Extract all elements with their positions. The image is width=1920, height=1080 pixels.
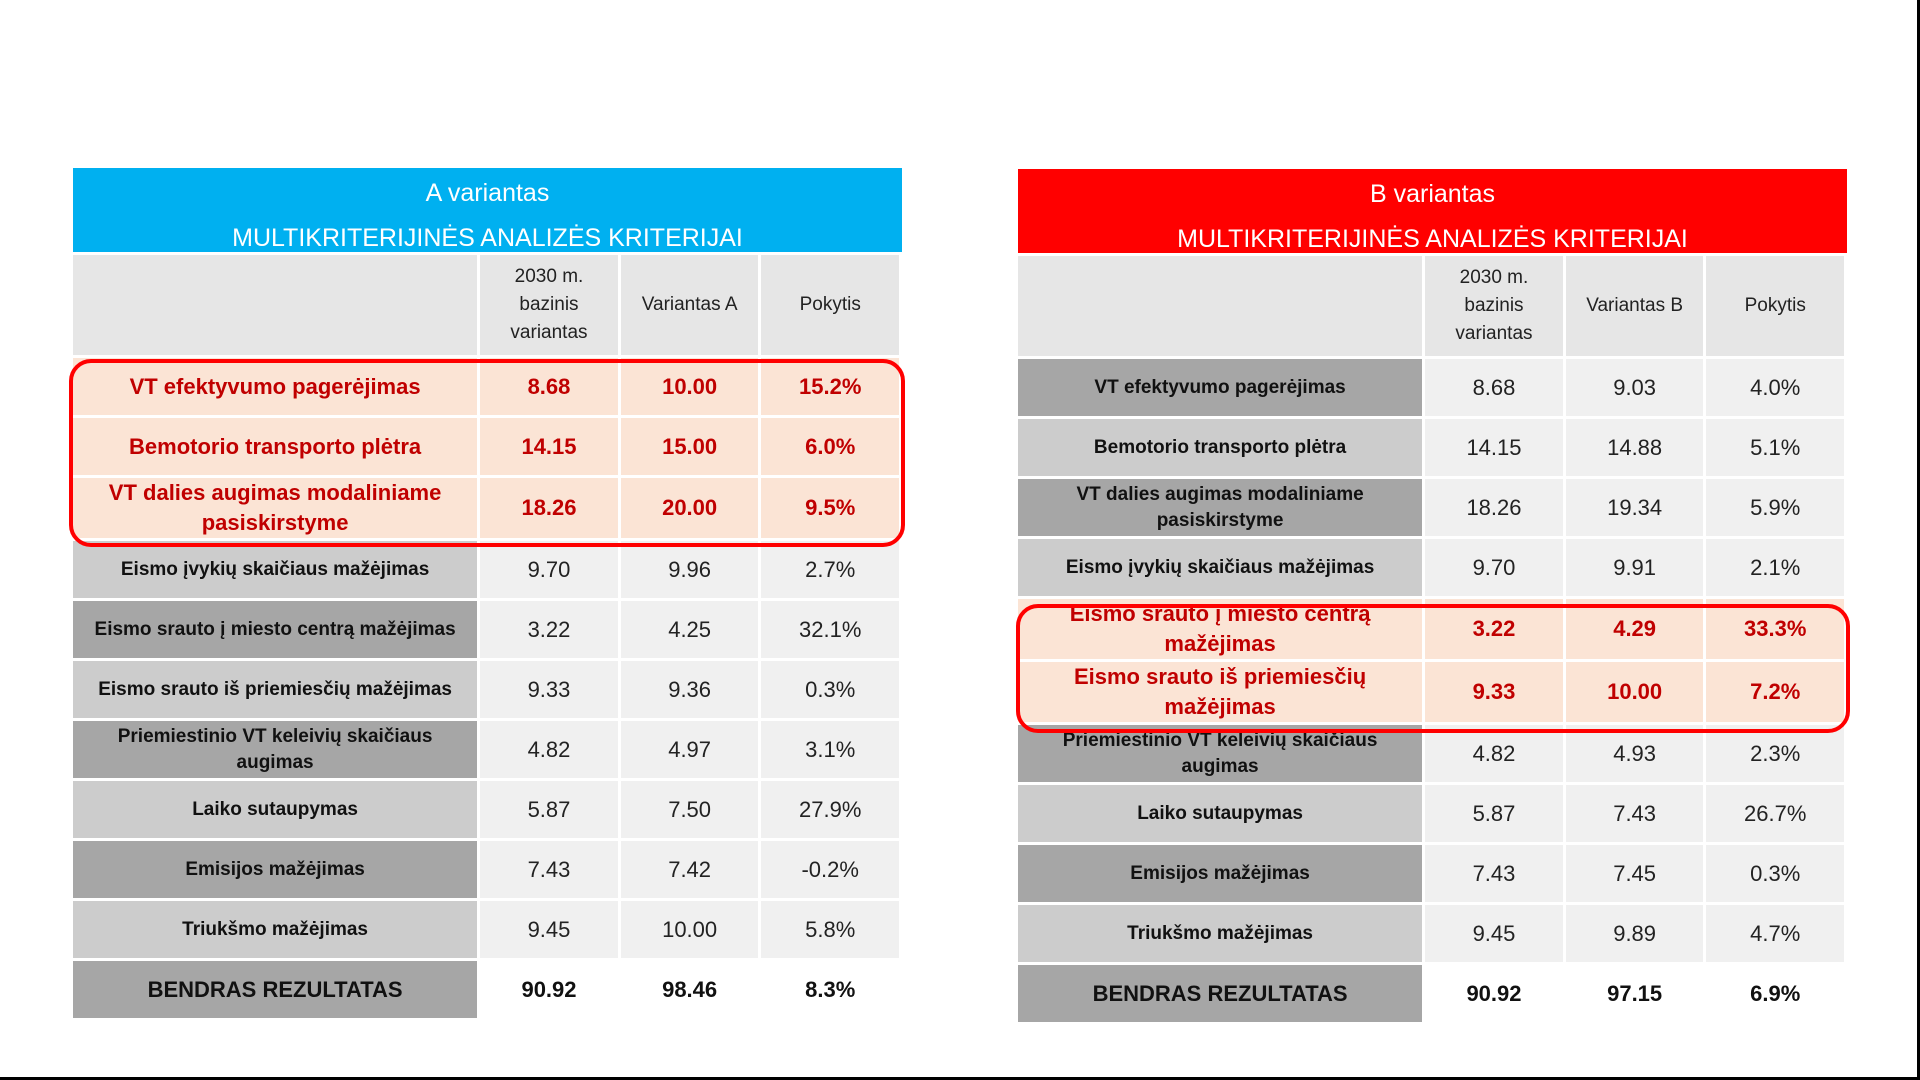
base-value: 18.26: [480, 478, 618, 538]
change-value: 0.3%: [761, 661, 899, 718]
panel-a-subtitle: MULTIKRITERIJINĖS ANALIZĖS KRITERIJAI: [232, 224, 743, 252]
variant-value: 9.36: [621, 661, 759, 718]
criterion-label: Emisijos mažėjimas: [1018, 845, 1422, 902]
table-row: [73, 541, 899, 598]
change-value: 26.7%: [1706, 785, 1844, 842]
table-row: [73, 661, 899, 718]
panel-a: [73, 168, 902, 1021]
table-row: [73, 601, 899, 658]
change-value: 0.3%: [1706, 845, 1844, 902]
base-value: 18.26: [1425, 479, 1563, 536]
criterion-label: Priemiestinio VT keleivių skaičiaus augimas: [73, 721, 477, 778]
variant-value: 7.42: [621, 841, 759, 898]
panel-b: [1018, 169, 1847, 1025]
change-value: 5.9%: [1706, 479, 1844, 536]
change-value: 4.7%: [1706, 905, 1844, 962]
variant-value: 10.00: [621, 901, 759, 958]
total-row: [1018, 965, 1844, 1022]
base-value: 9.70: [480, 541, 618, 598]
total-variant: 98.46: [621, 961, 759, 1018]
base-value: 8.68: [1425, 359, 1563, 416]
base-value: 9.70: [1425, 539, 1563, 596]
table-row: [1018, 479, 1844, 536]
variant-value: 4.25: [621, 601, 759, 658]
panel-b-highlight-box: [1016, 604, 1850, 733]
base-value: 9.45: [1425, 905, 1563, 962]
change-value: 2.1%: [1706, 539, 1844, 596]
table-header-row: [73, 255, 899, 355]
change-value: 4.0%: [1706, 359, 1844, 416]
variant-value: 7.45: [1566, 845, 1704, 902]
total-base: 90.92: [1425, 965, 1563, 1022]
criterion-label: Triukšmo mažėjimas: [73, 901, 477, 958]
total-label: BENDRAS REZULTATAS: [1018, 965, 1422, 1022]
criterion-label: Bemotorio transporto plėtra: [1018, 419, 1422, 476]
panel-b-banner: [1018, 169, 1847, 253]
table-row: [1018, 905, 1844, 962]
base-value: 14.15: [1425, 419, 1563, 476]
criterion-label: Eismo srauto į miesto centrą mažėjimas: [1018, 599, 1422, 659]
table-row: [73, 781, 899, 838]
table-row: [73, 841, 899, 898]
panel-b-title: B variantas: [1369, 180, 1496, 208]
criterion-label: Triukšmo mažėjimas: [1018, 905, 1422, 962]
header-variant: Variantas B: [1566, 256, 1704, 356]
variant-value: 9.91: [1566, 539, 1704, 596]
panel-a-highlight-box: [69, 359, 905, 547]
variant-value: 19.34: [1566, 479, 1704, 536]
change-value: 6.0%: [761, 418, 899, 475]
criterion-label: Emisijos mažėjimas: [73, 841, 477, 898]
criterion-label: Eismo srauto iš priemiesčių mažėjimas: [73, 661, 477, 718]
header-change: Pokytis: [1706, 256, 1844, 356]
table-header-row: [1018, 256, 1844, 356]
variant-value: 15.00: [621, 418, 759, 475]
table-row: [1018, 359, 1844, 416]
table-row: [1018, 419, 1844, 476]
total-base: 90.92: [480, 961, 618, 1018]
total-variant: 97.15: [1566, 965, 1704, 1022]
base-value: 9.45: [480, 901, 618, 958]
header-variant: Variantas A: [621, 255, 759, 355]
criterion-label: Eismo įvykių skaičiaus mažėjimas: [73, 541, 477, 598]
base-value: 9.33: [1425, 662, 1563, 722]
criterion-label: Eismo srauto iš priemiesčių mažėjimas: [1018, 662, 1422, 722]
variant-value: 10.00: [621, 358, 759, 415]
base-value: 5.87: [1425, 785, 1563, 842]
change-value: 9.5%: [761, 478, 899, 538]
change-value: 5.8%: [761, 901, 899, 958]
criterion-label: VT dalies augimas modaliniame pasiskirstyme: [1018, 479, 1422, 536]
criterion-label: Laiko sutaupymas: [1018, 785, 1422, 842]
base-value: 8.68: [480, 358, 618, 415]
header-base: 2030 m. bazinis variantas: [480, 255, 618, 355]
change-value: 7.2%: [1706, 662, 1844, 722]
table-row: [73, 721, 899, 778]
total-label: BENDRAS REZULTATAS: [73, 961, 477, 1018]
variant-value: 9.89: [1566, 905, 1704, 962]
variant-value: 4.93: [1566, 725, 1704, 782]
base-value: 5.87: [480, 781, 618, 838]
base-value: 3.22: [1425, 599, 1563, 659]
variant-value: 9.96: [621, 541, 759, 598]
criterion-label: VT efektyvumo pagerėjimas: [73, 358, 477, 415]
criterion-label: Eismo srauto į miesto centrą mažėjimas: [73, 601, 477, 658]
change-value: 27.9%: [761, 781, 899, 838]
panel-a-banner: [73, 168, 902, 252]
table-row: [1018, 539, 1844, 596]
base-value: 4.82: [480, 721, 618, 778]
change-value: -0.2%: [761, 841, 899, 898]
criterion-label: VT dalies augimas modaliniame pasiskirstyme: [73, 478, 477, 538]
variant-value: 14.88: [1566, 419, 1704, 476]
header-criteria: [1018, 256, 1422, 356]
header-change: Pokytis: [761, 255, 899, 355]
variant-value: 9.03: [1566, 359, 1704, 416]
change-value: 3.1%: [761, 721, 899, 778]
header-criteria: [73, 255, 477, 355]
base-value: 7.43: [1425, 845, 1563, 902]
header-base: 2030 m. bazinis variantas: [1425, 256, 1563, 356]
variant-value: 10.00: [1566, 662, 1704, 722]
change-value: 2.7%: [761, 541, 899, 598]
criterion-label: Eismo įvykių skaičiaus mažėjimas: [1018, 539, 1422, 596]
table-row: [1018, 785, 1844, 842]
variant-value: 4.97: [621, 721, 759, 778]
criterion-label: Bemotorio transporto plėtra: [73, 418, 477, 475]
total-row: [73, 961, 899, 1018]
change-value: 15.2%: [761, 358, 899, 415]
variant-value: 7.50: [621, 781, 759, 838]
panel-b-subtitle: MULTIKRITERIJINĖS ANALIZĖS KRITERIJAI: [1177, 225, 1688, 253]
variant-value: 4.29: [1566, 599, 1704, 659]
total-change: 8.3%: [761, 961, 899, 1018]
base-value: 9.33: [480, 661, 618, 718]
base-value: 4.82: [1425, 725, 1563, 782]
criterion-label: Laiko sutaupymas: [73, 781, 477, 838]
table-row: [1018, 845, 1844, 902]
base-value: 7.43: [480, 841, 618, 898]
table-row: [73, 901, 899, 958]
change-value: 5.1%: [1706, 419, 1844, 476]
change-value: 32.1%: [761, 601, 899, 658]
criterion-label: Priemiestinio VT keleivių skaičiaus augimas: [1018, 725, 1422, 782]
change-value: 2.3%: [1706, 725, 1844, 782]
table-row: [1018, 725, 1844, 782]
variant-value: 7.43: [1566, 785, 1704, 842]
criterion-label: VT efektyvumo pagerėjimas: [1018, 359, 1422, 416]
total-change: 6.9%: [1706, 965, 1844, 1022]
base-value: 3.22: [480, 601, 618, 658]
change-value: 33.3%: [1706, 599, 1844, 659]
variant-value: 20.00: [621, 478, 759, 538]
base-value: 14.15: [480, 418, 618, 475]
panel-a-title: A variantas: [425, 179, 550, 207]
